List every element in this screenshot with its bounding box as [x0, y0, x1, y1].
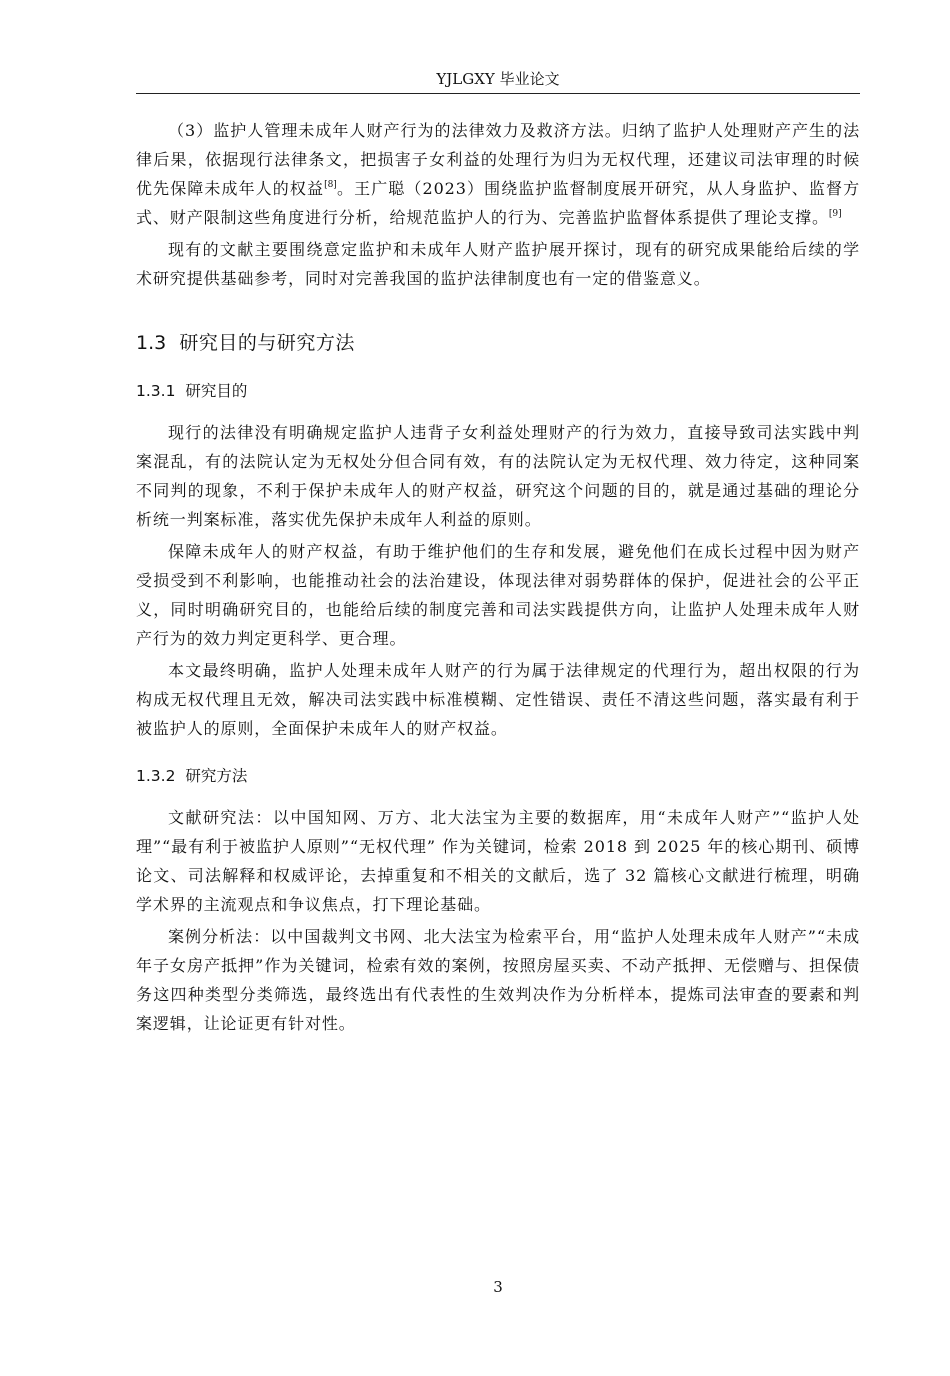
subsection-heading — [136, 378, 860, 404]
subsection-number: 1.3.1 — [136, 382, 176, 400]
paragraph-literature-summary: 现有的文献主要围绕意定监护和未成年人财产监护展开探讨，现有的研究成果能给后续的学术研究提供基础参考，同时对完善我国的监护法律制度也有一定的借鉴意义。 — [136, 240, 860, 288]
section-heading — [136, 328, 860, 358]
paragraph: 案例分析法：以中国裁判文书网、北大法宝为检索平台，用“监护人处理未成年人财产”“未成年子女房产抵押”作为关键词，检索有效的案例，按照房屋买卖、不动产抵押、无偿赠与、担保债务这四种类型分类筛选，最终选出有代表性的生效判决作为分析样本，提炼司法审查的要素和判案逻辑，让论证更有针对性。 — [136, 927, 860, 1033]
paragraph: 现行的法律没有明确规定监护人违背子女利益处理财产的行为效力，直接导致司法实践中判案混乱，有的法院认定为无权处分但合同有效，有的法院认定为无权代理、效力待定，这种同案不同判的现象，不利于保护未成年人的财产权益，研究这个问题的目的，就是通过基础的理论分析统一判案标准，落实优先保护未成年人利益的原则。 — [136, 423, 860, 529]
body-content — [136, 116, 860, 1038]
section-title: 研究目的与研究方法 — [179, 332, 355, 354]
section-number: 1.3 — [136, 332, 167, 354]
page-number: 3 — [493, 1278, 503, 1296]
citation-ref: [8] — [324, 180, 337, 190]
citation-ref: [9] — [828, 209, 842, 219]
subsection-number: 1.3.2 — [136, 767, 176, 785]
subsection-title: 研究方法 — [185, 767, 248, 785]
subsection-title: 研究目的 — [185, 382, 248, 400]
paragraph: 文献研究法：以中国知网、万方、北大法宝为主要的数据库，用“未成年人财产”“监护人处理”“最有利于被监护人原则”“无权代理” 作为关键词，检索 2018 到 2025 年的核心期刊、硕博论文、司法解释和权威评论，去掉重复和不相关的文献后，选了 32 篇核心文献进行梳理，明确学术界的主流观点和争议焦点，打下理论基础。 — [136, 808, 860, 914]
paragraph-text: （3）监护人管理未成年人财产行为的法律效力及救济方法。归纳了监护人处理财产产生的法律后果，依据现行法律条文，把损害子女利益的处理行为归为无权代理，还建议司法审理的时候优先保障未成年人的权益 — [136, 121, 860, 198]
running-header: YJLGXY 毕业论文 — [436, 70, 560, 88]
paragraph-text: 。王广聪（2023）围绕监护监督制度展开研究，从人身监护、监督方式、财产限制这些角度进行分析，给规范监护人的行为、完善监护监督体系提供了理论支撑。 — [136, 179, 860, 227]
paragraph-guardian-property-effect — [136, 116, 860, 232]
paragraph: 保障未成年人的财产权益，有助于维护他们的生存和发展，避免他们在成长过程中因为财产受损受到不利影响，也能推动社会的法治建设，体现法律对弱势群体的保护，促进社会的公平正义，同时明确研究目的，也能给后续的制度完善和司法实践提供方向，让监护人处理未成年人财产行为的效力判定更科学、更合理。 — [136, 542, 860, 648]
subsection-heading — [136, 763, 860, 789]
header-rule — [136, 93, 860, 94]
paragraph: 本文最终明确，监护人处理未成年人财产的行为属于法律规定的代理行为，超出权限的行为构成无权代理且无效，解决司法实践中标准模糊、定性错误、责任不清这些问题，落实最有利于被监护人的原则，全面保护未成年人的财产权益。 — [136, 661, 860, 738]
